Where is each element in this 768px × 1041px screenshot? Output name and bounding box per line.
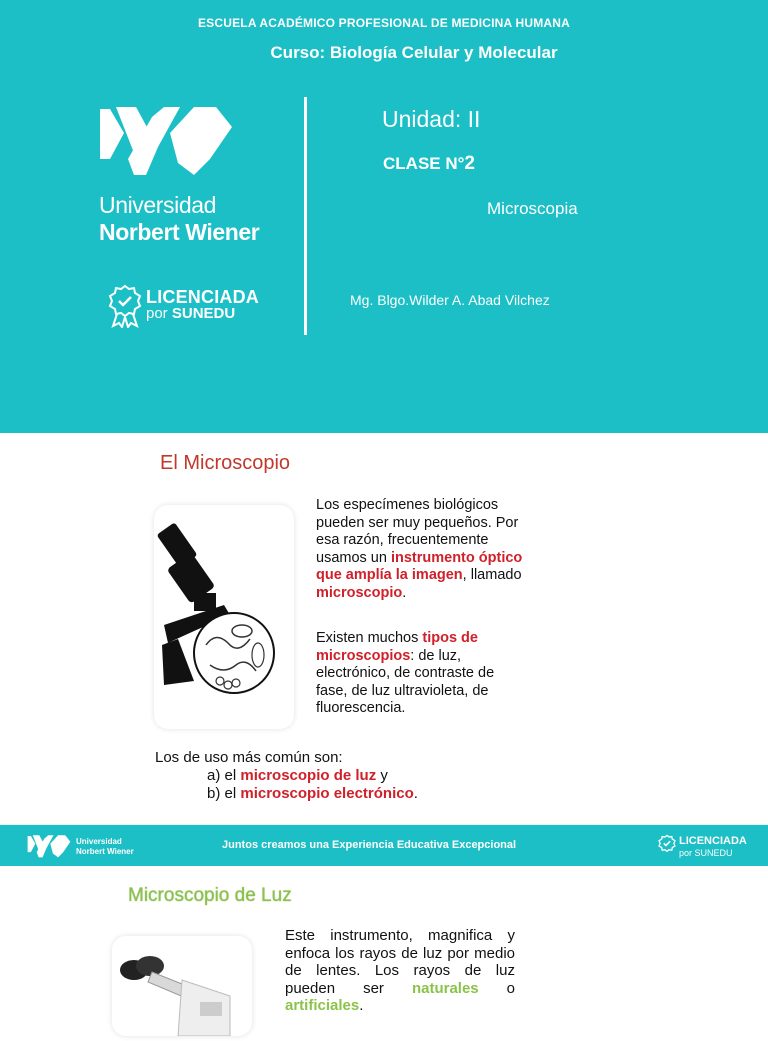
list-item: a) el microscopio de luz y bbox=[207, 767, 388, 784]
light-microscope-illustration bbox=[112, 936, 252, 1036]
paragraph-intro: Los especímenes biológicos pueden ser muy pequeños. Por esa razón, frecuentemente usamos un instrumento óptico que amplía la imagen, llamado microscopio. bbox=[316, 497, 523, 601]
footer-bar bbox=[0, 824, 768, 867]
title-slide bbox=[0, 0, 768, 433]
slide-title: El Microscopio bbox=[160, 452, 291, 474]
footer-seal-icon bbox=[658, 832, 676, 860]
class-label: CLASE N°2 bbox=[383, 153, 475, 174]
unit-label: Unidad: II bbox=[382, 106, 481, 132]
footer-licensed-label: LICENCIADA bbox=[679, 835, 747, 847]
footer-slogan: Juntos creamos una Experiencia Educativa Excepcional bbox=[222, 839, 517, 851]
footer-university-name: Universidad Norbert Wiener bbox=[76, 837, 134, 856]
list-item: b) el microscopio electrónico. bbox=[207, 785, 418, 802]
footer-logo-icon bbox=[26, 834, 72, 858]
paragraph-light-microscope: Este instrumento, magnifica y enfoca los rayos de luz por medio de lentes. Los rayos de luz pueden ser naturales o artificiales. bbox=[285, 927, 515, 1014]
common-types-intro: Los de uso más común son: bbox=[155, 749, 343, 766]
microscope-illustration bbox=[154, 505, 294, 729]
licensed-by-label: por SUNEDU bbox=[146, 305, 236, 322]
footer-licensed-by-label: por SUNEDU bbox=[679, 848, 733, 858]
light-microscope-icon bbox=[112, 936, 252, 1036]
microscope-slide bbox=[0, 433, 768, 824]
licensed-label: LICENCIADA bbox=[146, 287, 259, 307]
common-types-list bbox=[155, 749, 418, 803]
course-title: Curso: Biología Celular y Molecular bbox=[270, 43, 558, 62]
school-name: ESCUELA ACADÉMICO PROFESIONAL DE MEDICINA HUMANA bbox=[197, 16, 571, 30]
light-microscope-slide bbox=[0, 866, 768, 1024]
microscope-icon bbox=[154, 505, 294, 729]
slide-title: Microscopio de Luz bbox=[128, 885, 292, 906]
university-logo-icon bbox=[98, 103, 234, 177]
topic-label: Microscopia bbox=[487, 199, 578, 218]
professor-name: Mg. Blgo.Wilder A. Abad Vilchez bbox=[350, 292, 550, 308]
university-name-line2: Norbert Wiener bbox=[99, 219, 260, 245]
paragraph-types: Existen muchos tipos de microscopios: de luz, electrónico, de contraste de fase, de luz ultravioleta, de fluorescencia. bbox=[316, 630, 495, 716]
divider-line bbox=[304, 97, 307, 335]
university-name-line1: Universidad bbox=[99, 192, 217, 218]
seal-badge-icon bbox=[108, 284, 142, 328]
